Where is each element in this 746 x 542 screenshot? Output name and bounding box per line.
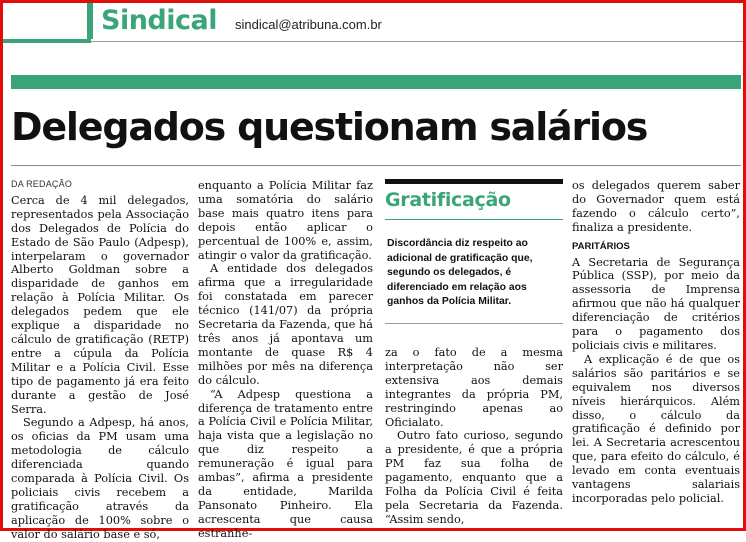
byline: DA REDAÇÃO	[11, 179, 73, 189]
section-title: Sindical	[101, 5, 217, 36]
column-header	[3, 3, 743, 43]
paragraph: Cerca de 4 mil delegados, representados pela Associação dos Delegados de Polícia do Estado de São Paulo (Adpesp), interpelaram o governador Alberto Goldman sobre a disparidade de ganhos em relação à Polícia Militar. Os delegados pedem que ele explique a disparidade no cálculo de gratificação (RETP) entre a cúpula da Polícia Militar e a Polícia Civil. Esse tipo de pagamento já era feito durante a gestão de José Serra.	[11, 193, 189, 416]
paragraph: Outro fato curioso, segundo a presidente, é que a própria PM faz sua folha de pagamento, enquanto que a Folha da Polícia Civil é feita pela Secretaria da Fazenda. “Assim sendo,	[385, 429, 563, 526]
paragraph: A Secretaria de Segurança Pública (SSP), por meio da assessoria de Imprensa afirmou que não há qualquer diferenciação de critérios para o pagamento dos policiais civis e militares.	[572, 255, 740, 352]
headline: Delegados questionam salários	[11, 105, 648, 149]
box-summary: Discordância diz respeito ao adicional de gratificação que, segundo os delegados, é diferenciado em relação aos ganhos da Polícia Militar.	[387, 238, 533, 308]
header-rule	[91, 41, 743, 42]
paragraph: “A Adpesp questiona a diferença de tratamento entre a Polícia Civil e Polícia Militar, haja vista que a legislação no que diz respeito a remuneração é igual para ambas”, afirma a presidente da entidade, Marilda Pansonato Pinheiro. Ela acrescenta que causa estranhe-	[198, 387, 373, 540]
box-title: Gratificação	[385, 189, 511, 211]
column-2	[198, 179, 373, 541]
box-bottom-rule	[385, 323, 563, 324]
headline-rule	[11, 165, 741, 166]
paragraph: A explicação é de que os salários são paritários e se equivalem nos diversos níveis hierárquicos. Além disso, o cálculo da gratificação é definido por lei. A Secretaria acrescentou que, para efeito do cálculo, é levado em conta eventuais vantagens salariais incorporadas pelo policial.	[572, 352, 740, 505]
section-tab	[3, 3, 91, 43]
column-3	[385, 346, 563, 527]
column-4	[572, 179, 740, 506]
paragraph: za o fato de a mesma interpretação não ser extensiva aos demais integrantes da própria PM, restringindo apenas ao Oficialato.	[385, 346, 563, 429]
column-1	[11, 178, 189, 542]
paragraph: os delegados querem saber do Governador quem está fazendo o cálculo certo”, finaliza a presidente.	[572, 179, 740, 234]
section-email[interactable]: sindical@atribuna.com.br	[235, 17, 382, 32]
paragraph: enquanto a Polícia Militar faz uma somatória do salário base mais quatro itens para depois então aplicar o percentual de 100% e, assim, atingir o valor da gratificação.	[198, 179, 373, 262]
subheading: PARITÁRIOS	[572, 240, 630, 252]
green-banner	[11, 75, 741, 89]
paragraph: A entidade dos delegados afirma que a irregularidade foi constatada em parecer técnico (141/07) da própria Secretaria da Fazenda, que há três anos já apontava um montante de quase R$ 4 milhões por mês na diferença do cálculo.	[198, 262, 373, 387]
paragraph: Segundo a Adpesp, há anos, os oficias da PM usam uma metodologia de cálculo diferenciada quando comparada à Polícia Civil. Os policiais civis recebem a gratificação através da aplicação de 100% sobre o valor do salário base e só,	[11, 416, 189, 541]
box-top-bar	[385, 179, 563, 184]
box-title-rule	[385, 219, 563, 220]
